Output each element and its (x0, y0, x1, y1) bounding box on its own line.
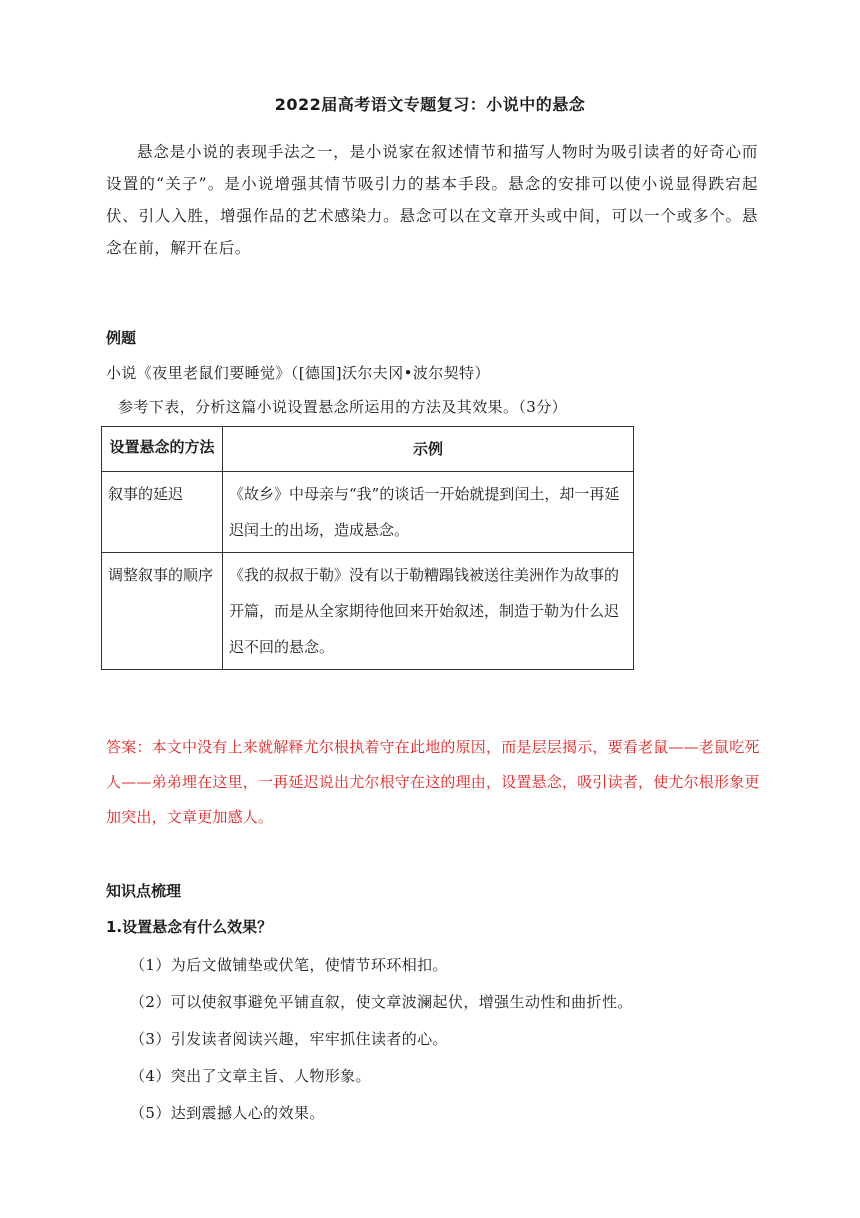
intro-paragraph: 悬念是小说的表现手法之一，是小说家在叙述情节和描写人物时为吸引读者的好奇心而设置的“关子”。是小说增强其情节吸引力的基本手段。悬念的安排可以使小说显得跌宕起伏、引人入胜，增强作品的艺术感染力。悬念可以在文章开头或中间，可以一个或多个。悬念在前，解开在后。 (106, 143, 758, 257)
table-cell-example: 《我的叔叔于勒》没有以于勒糟蹋钱被送往美洲作为故事的开篇，而是从全家期待他回来开始叙述，制造于勒为什么迟迟不回的悬念。 (223, 553, 634, 670)
effect-item: （1）为后文做铺垫或伏笔，使情节环环相扣。 (130, 956, 448, 974)
table-cell-method: 叙事的延迟 (102, 472, 223, 553)
knowledge-heading: 知识点梳理 (106, 882, 182, 900)
answer-text: 答案：本文中没有上来就解释尤尔根执着守在此地的原因，而是层层揭示，要看老鼠——老鼠吃死人——弟弟埋在这里，一再延迟说出尤尔根守在这的理由，设置悬念，吸引读者，使尤尔根形象更加突出，文章更加感人。 (106, 738, 760, 826)
effect-item: （4）突出了文章主旨、人物形象。 (130, 1067, 371, 1085)
page-title: 2022届高考语文专题复习：小说中的悬念 (274, 95, 586, 114)
table-header-method: 设置悬念的方法 (102, 427, 223, 472)
example-question: 参考下表，分析这篇小说设置悬念所运用的方法及其效果。（3分） (118, 398, 568, 416)
question-1: 1.设置悬念有什么效果？ (106, 918, 273, 936)
effect-item: （5）达到震撼人心的效果。 (130, 1104, 325, 1122)
example-source: 小说《夜里老鼠们要睡觉》（[德国]沃尔夫冈•波尔契特） (106, 364, 490, 382)
table-header-row (102, 427, 634, 472)
example-heading: 例题 (106, 329, 137, 347)
effect-item: （3）引发读者阅读兴趣，牢牢抓住读者的心。 (130, 1030, 448, 1048)
table-row (102, 472, 634, 553)
table-cell-method: 调整叙事的顺序 (102, 553, 223, 670)
table-cell-example: 《故乡》中母亲与“我”的谈话一开始就提到闰土，却一再延迟闰土的出场，造成悬念。 (223, 472, 634, 553)
table-row (102, 553, 634, 670)
effect-item: （2）可以使叙事避免平铺直叙，使文章波澜起伏，增强生动性和曲折性。 (130, 993, 633, 1011)
methods-table (101, 426, 634, 670)
table-header-example: 示例 (223, 427, 634, 472)
